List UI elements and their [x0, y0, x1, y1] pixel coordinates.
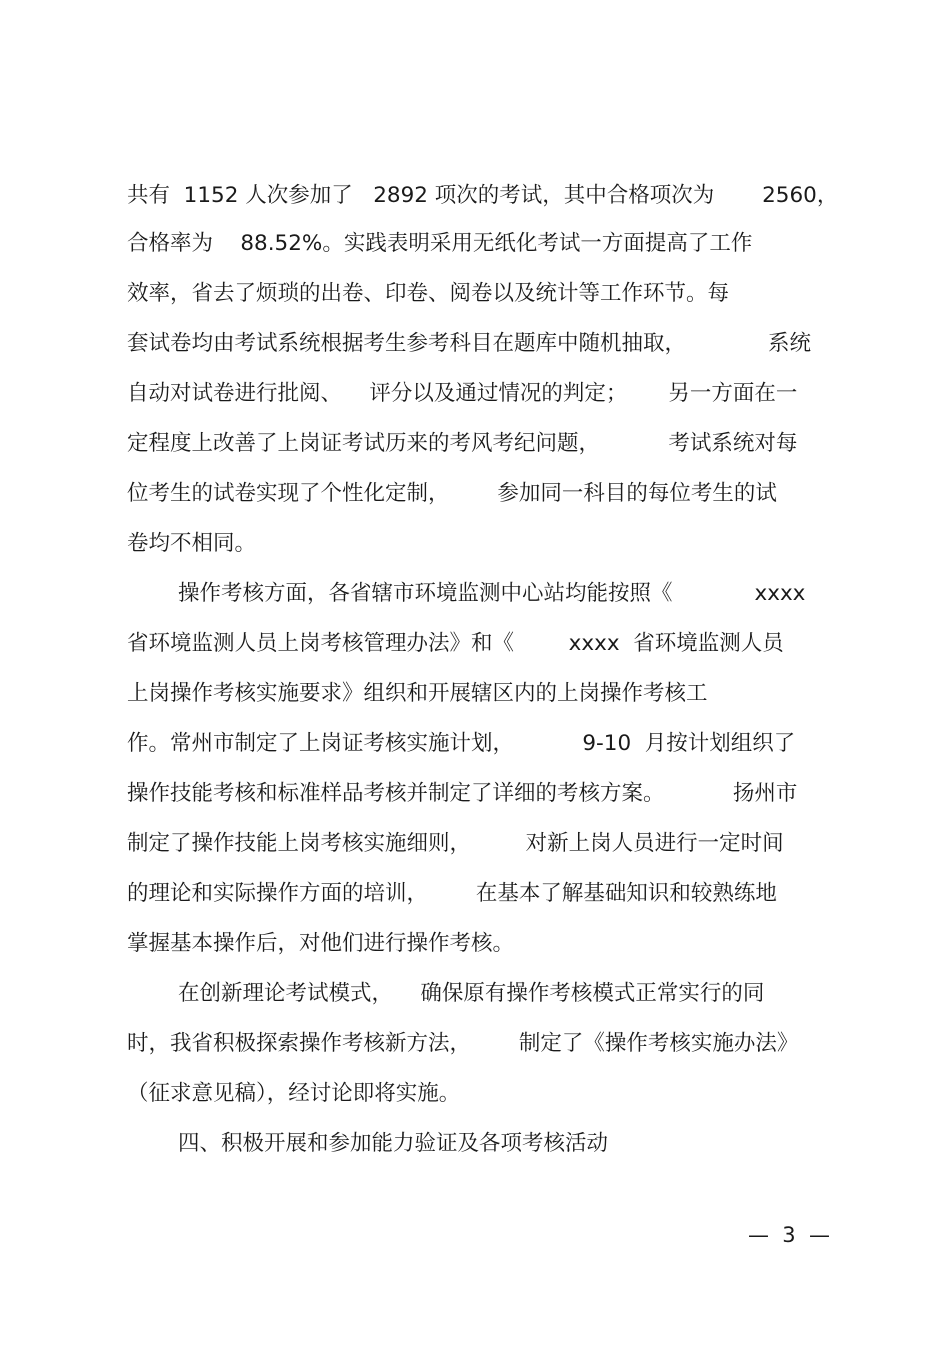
text-line: 合格率为 88.52%。实践表明采用无纸化考试一方面提高了工作: [127, 231, 753, 256]
text-line: 套试卷均由考试系统根据考生参考科目在题库中随机抽取， 系统: [127, 331, 812, 356]
text-line: 时，我省积极探索操作考核新方法， 制定了《操作考核实施办法》: [127, 1031, 799, 1056]
page-number: — 3 —: [747, 1223, 830, 1247]
text-line: 定程度上改善了上岗证考试历来的考风考纪问题， 考试系统对每: [127, 431, 798, 456]
text-line: 省环境监测人员上岗考核管理办法》和《 xxxx 省环境监测人员: [127, 631, 784, 656]
text-line: 效率，省去了烦琐的出卷、印卷、阅卷以及统计等工作环节。每: [127, 281, 730, 306]
text-line: （征求意见稿），经讨论即将实施。: [127, 1081, 461, 1106]
text-line: 操作技能考核和标准样品考核并制定了详细的考核方案。 扬州市: [127, 781, 798, 806]
text-line: 掌握基本操作后，对他们进行操作考核。: [127, 931, 515, 956]
section-heading: 四、积极开展和参加能力验证及各项考核活动: [178, 1131, 609, 1156]
text-line: 制定了操作技能上岗考核实施细则， 对新上岗人员进行一定时间: [127, 831, 784, 856]
text-line: 位考生的试卷实现了个性化定制， 参加同一科目的每位考生的试: [127, 481, 777, 506]
text-line: 自动对试卷进行批阅、 评分以及通过情况的判定； 另一方面在一: [127, 381, 798, 406]
text-line: 共有 1152 人次参加了 2892 项次的考试，其中合格项次为 2560，: [127, 183, 839, 208]
text-line: 卷均不相同。: [127, 531, 257, 556]
text-line: 操作考核方面，各省辖市环境监测中心站均能按照《 xxxx: [178, 581, 806, 606]
text-line: 作。常州市制定了上岗证考核实施计划， 9-10 月按计划组织了: [127, 731, 796, 756]
text-line: 的理论和实际操作方面的培训， 在基本了解基础知识和较熟练地: [127, 881, 777, 906]
text-line: 在创新理论考试模式， 确保原有操作考核模式正常实行的同: [178, 981, 765, 1006]
text-line: 上岗操作考核实施要求》组织和开展辖区内的上岗操作考核工: [127, 681, 708, 706]
